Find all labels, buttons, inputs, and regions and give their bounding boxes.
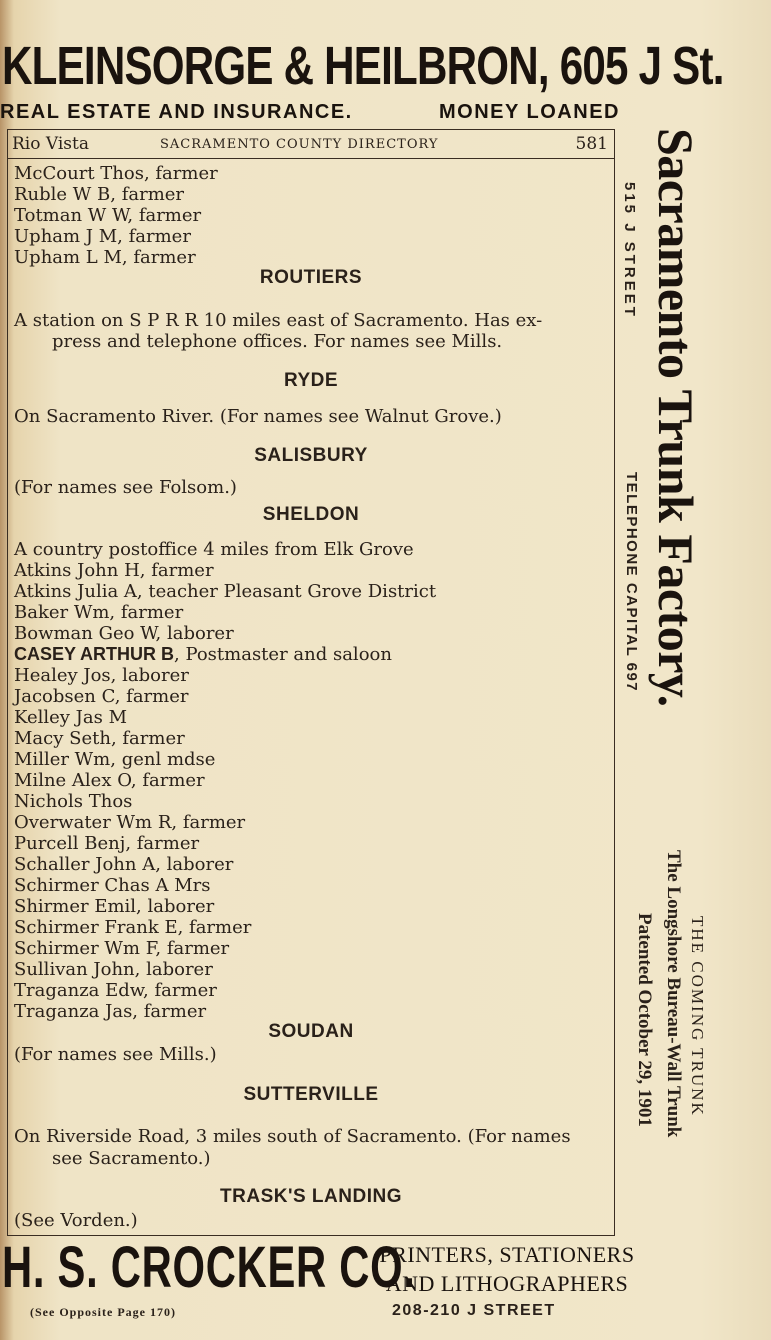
list-item: Jacobsen C, farmer xyxy=(14,686,189,707)
section-heading-salisbury: SALISBURY xyxy=(254,445,368,466)
running-head xyxy=(8,130,614,159)
side-ad-telephone: TELEPHONE CAPITAL 697 xyxy=(623,472,640,693)
list-item: Miller Wm, genl mdse xyxy=(14,749,216,770)
postmaster-occupation: , Postmaster and saloon xyxy=(174,644,392,665)
running-head-title: SACRAMENTO COUNTY DIRECTORY xyxy=(160,137,439,152)
list-item: Nichols Thos xyxy=(14,791,133,812)
list-item: Kelley Jas M xyxy=(14,707,128,728)
side-ad-trunk-factory: Sacramento Trunk Factory. xyxy=(648,128,704,707)
bottom-ad-trade xyxy=(371,1240,643,1298)
paragraph-line: (For names see Folsom.) xyxy=(14,477,237,498)
paragraph-line: press and telephone offices. For names see Mills. xyxy=(52,331,503,352)
paragraph-line: A station on S P R R 10 miles east of Sacramento. Has ex- xyxy=(14,310,543,331)
section-heading-sutterville: SUTTERVILLE xyxy=(243,1084,379,1105)
side-ad-longshore: The Longshore Bureau-Wall Trunk xyxy=(663,850,684,1138)
section-heading-sheldon: SHELDON xyxy=(262,504,360,525)
bottom-ad-trade-line1: PRINTERS, STATIONERS xyxy=(379,1242,635,1267)
list-item: Shirmer Emil, laborer xyxy=(14,896,215,917)
list-item: A country postoffice 4 miles from Elk Grove xyxy=(14,539,414,560)
list-item: Totman W W, farmer xyxy=(14,205,202,226)
list-item: Traganza Jas, farmer xyxy=(14,1001,207,1022)
list-item: Schirmer Chas A Mrs xyxy=(14,875,211,896)
list-item: Upham L M, farmer xyxy=(14,247,196,268)
bottom-ad-street: 208-210 J STREET xyxy=(392,1302,556,1319)
side-ad-coming-trunk: THE COMING TRUNK xyxy=(688,916,707,1117)
paragraph-line: (For names see Mills.) xyxy=(14,1044,217,1065)
postmaster-name: CASEY ARTHUR B xyxy=(14,644,175,664)
list-item: Ruble W B, farmer xyxy=(14,184,185,205)
section-heading-soudan: SOUDAN xyxy=(268,1021,354,1042)
list-item: Overwater Wm R, farmer xyxy=(14,812,246,833)
paragraph-line: On Sacramento River. (For names see Walnut Grove.) xyxy=(14,406,502,427)
list-item: Schaller John A, laborer xyxy=(14,854,234,875)
list-item: Milne Alex O, farmer xyxy=(14,770,205,791)
list-item: Bowman Geo W, laborer xyxy=(14,623,234,644)
list-item: Baker Wm, farmer xyxy=(14,602,184,623)
top-ad-firm-name: KLEINSORGE & HEILBRON, 605 J St. xyxy=(2,36,724,96)
list-item: Atkins John H, farmer xyxy=(14,560,214,581)
top-ad-real-estate: REAL ESTATE AND INSURANCE. xyxy=(0,101,353,123)
directory-page-frame xyxy=(7,129,615,1236)
list-item: Upham J M, farmer xyxy=(14,226,191,247)
running-head-town: Rio Vista xyxy=(12,134,89,154)
side-ad-patent: Patented October 29, 1901 xyxy=(634,913,655,1127)
side-ad-street: 515 J STREET xyxy=(621,182,638,319)
top-ad-money-loaned: MONEY LOANED xyxy=(439,101,620,123)
list-item: Purcell Benj, farmer xyxy=(14,833,200,854)
bottom-ad-firm-name: H. S. CROCKER CO. xyxy=(2,1235,416,1300)
list-item: Healey Jos, laborer xyxy=(14,665,189,686)
paragraph-line: (See Vorden.) xyxy=(14,1210,138,1231)
list-item: Traganza Edw, farmer xyxy=(14,980,217,1001)
section-heading-routiers: ROUTIERS xyxy=(259,267,363,288)
list-item: McCourt Thos, farmer xyxy=(14,163,218,184)
page-number: 581 xyxy=(575,134,608,154)
section-heading-ryde: RYDE xyxy=(283,370,339,391)
section-heading-trasks-landing: TRASK'S LANDING xyxy=(220,1186,402,1207)
bottom-ad-trade-line2: AND LITHOGRAPHERS xyxy=(385,1271,629,1296)
list-item: Sullivan John, laborer xyxy=(14,959,213,980)
list-item: Schirmer Frank E, farmer xyxy=(14,917,252,938)
bottom-ad-note: (See Opposite Page 170) xyxy=(30,1305,176,1319)
list-item: Schirmer Wm F, farmer xyxy=(14,938,230,959)
paragraph-line: see Sacramento.) xyxy=(52,1148,211,1169)
list-item: Atkins Julia A, teacher Pleasant Grove District xyxy=(14,581,437,602)
list-item: Macy Seth, farmer xyxy=(14,728,185,749)
paragraph-line: On Riverside Road, 3 miles south of Sacramento. (For names xyxy=(14,1126,571,1147)
list-item-postmaster xyxy=(14,644,392,665)
